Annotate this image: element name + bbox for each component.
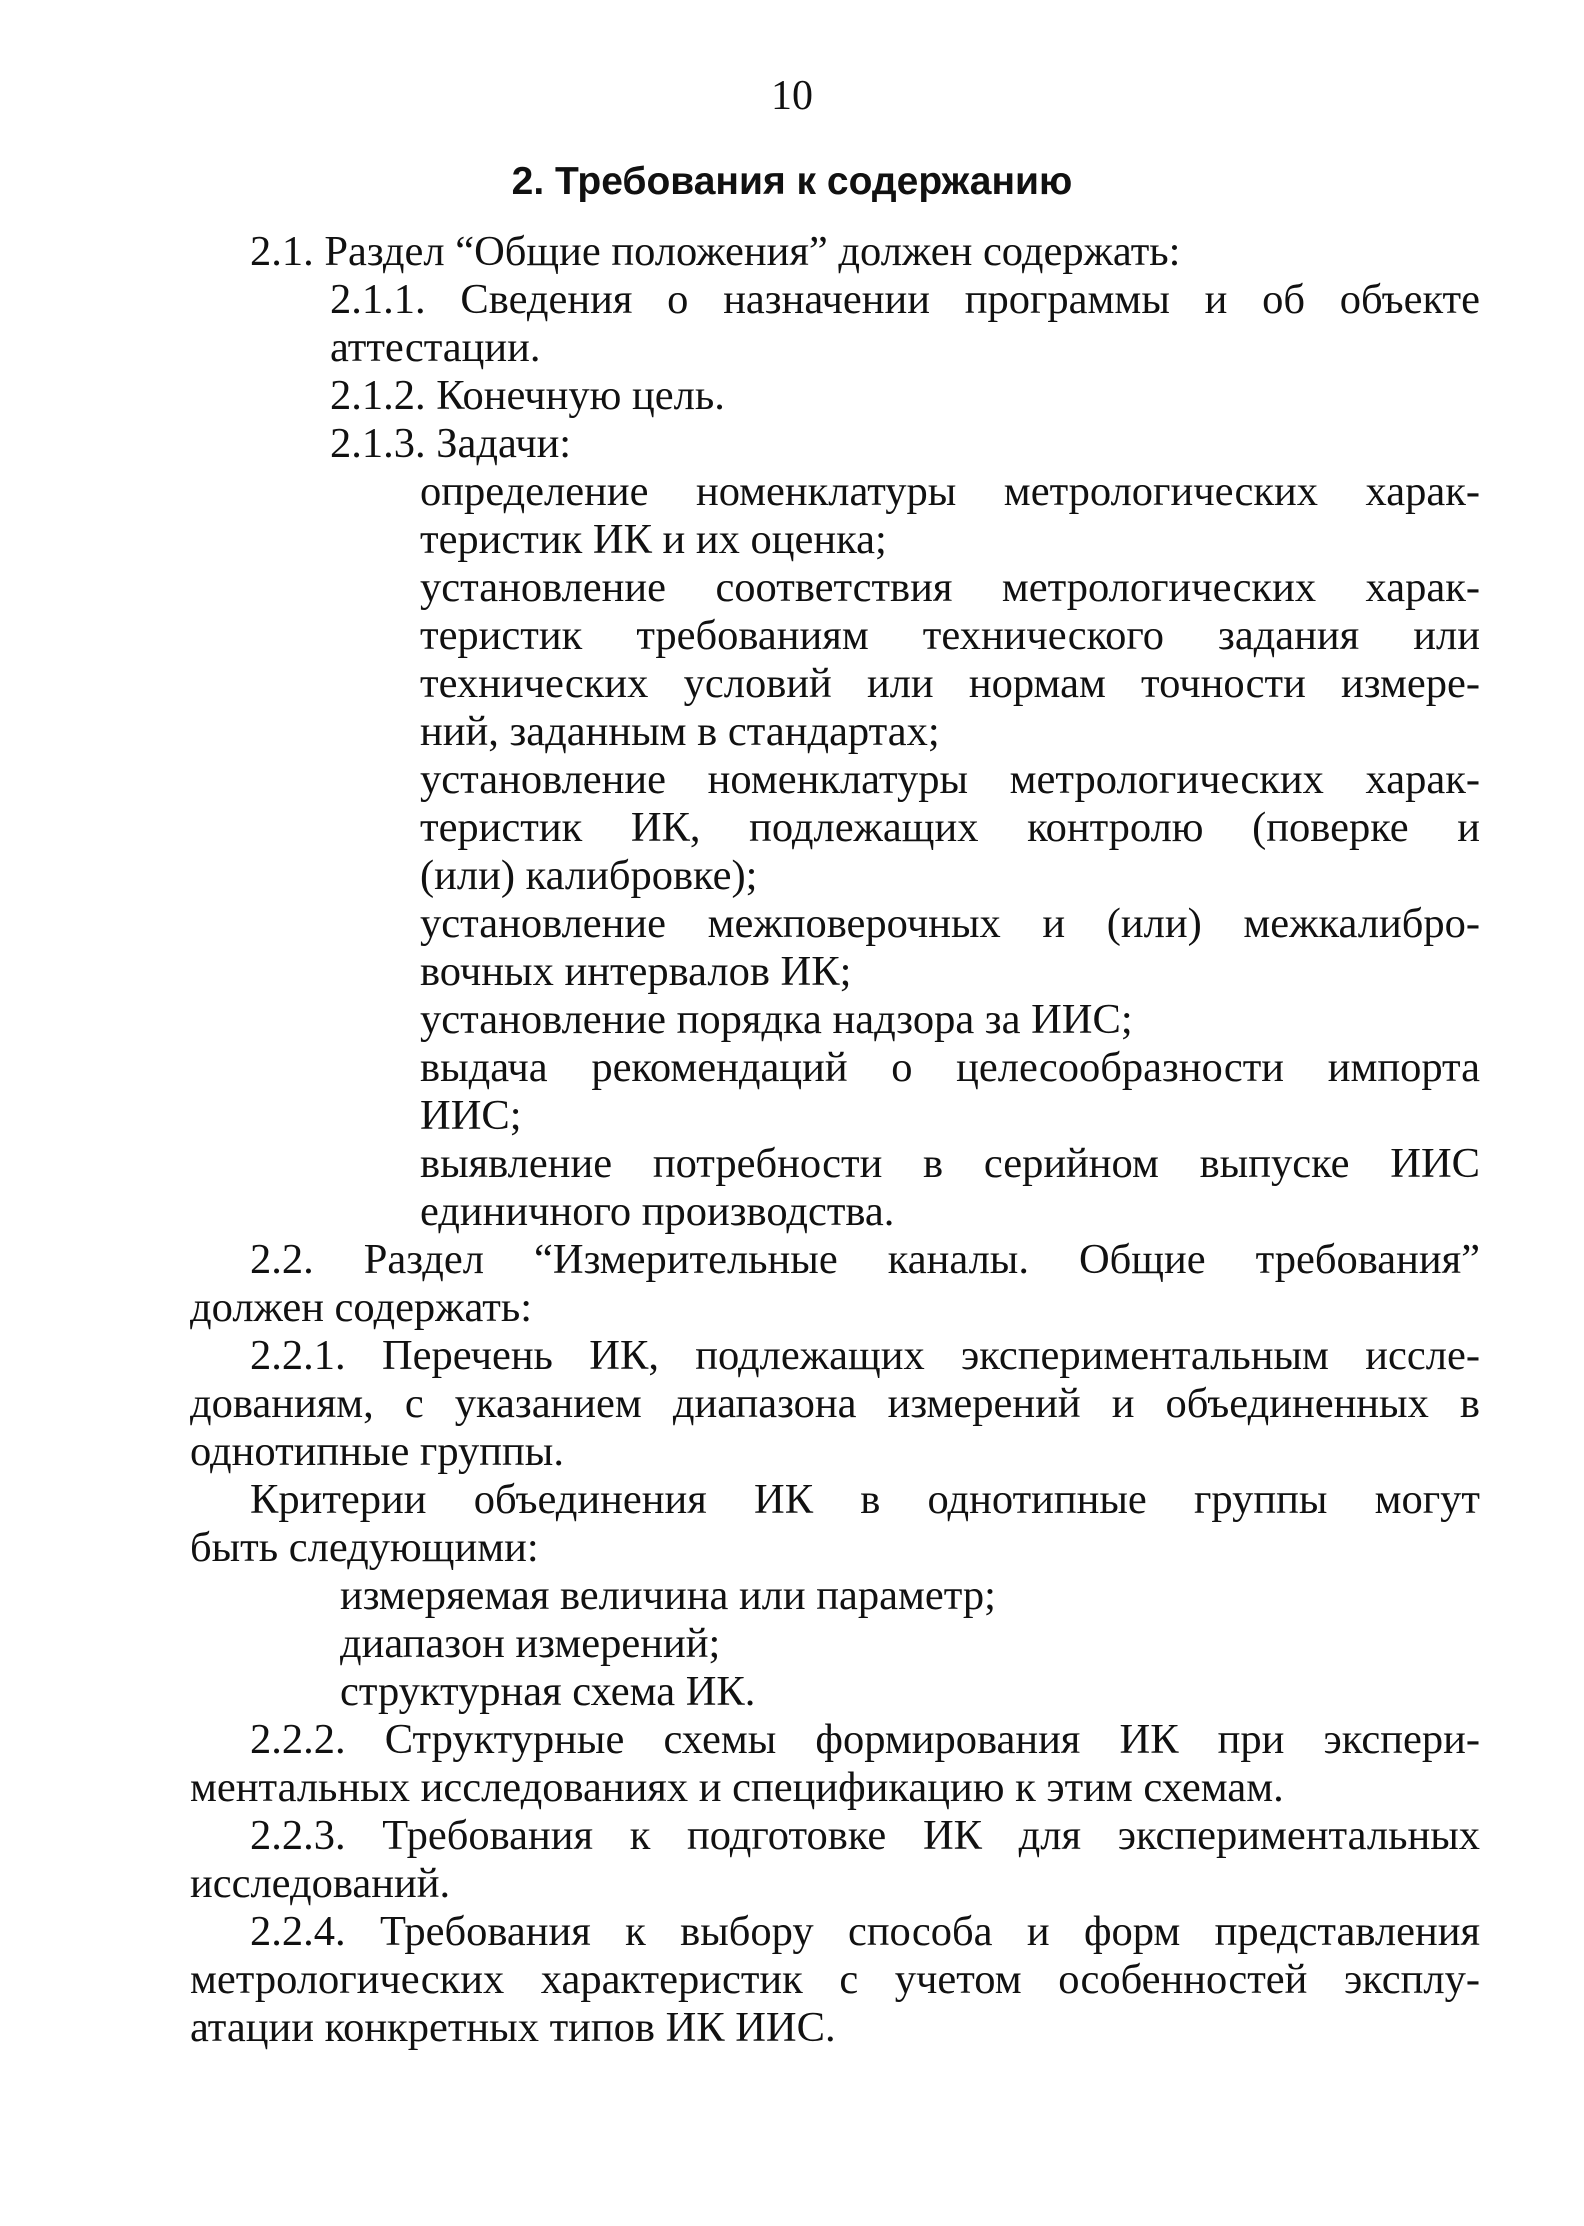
text-line: 2.1. Раздел “Общие положения” должен содержать:: [250, 228, 1181, 275]
text-line: 2.1.1. Сведения о назначении программы и об объекте: [330, 276, 1480, 323]
text-line: 2.1.3. Задачи:: [330, 420, 572, 467]
text-line: выявление потребности в серийном выпуске ИИС: [420, 1140, 1480, 1187]
text-line: теристик ИК и их оценка;: [420, 516, 887, 563]
text-line: вочных интервалов ИК;: [420, 948, 852, 995]
text-line: быть следующими:: [190, 1524, 539, 1571]
text-line: 2.1.2. Конечную цель.: [330, 372, 725, 419]
text-line: 2.2.3. Требования к подготовке ИК для экспериментальных: [250, 1812, 1480, 1859]
text-line: дованиям, с указанием диапазона измерений и объединенных в: [190, 1380, 1480, 1427]
text-line: должен содержать:: [190, 1284, 533, 1331]
text-line: 2.2.1. Перечень ИК, подлежащих экспериментальным иссле-: [250, 1332, 1480, 1379]
text-line: выдача рекомендаций о целесообразности импорта: [420, 1044, 1480, 1091]
section-title: 2. Требования к содержанию: [511, 160, 1073, 203]
text-line: атации конкретных типов ИК ИИС.: [190, 2004, 836, 2051]
text-line: Критерии объединения ИК в однотипные группы могут: [250, 1476, 1480, 1523]
text-line: 2.2.4. Требования к выбору способа и форм представления: [250, 1908, 1480, 1955]
text-line: определение номенклатуры метрологических харак-: [420, 468, 1480, 515]
text-line: установление соответствия метрологических харак-: [420, 564, 1480, 611]
text-line: 2.2.2. Структурные схемы формирования ИК при экспери-: [250, 1716, 1480, 1763]
text-line: однотипные группы.: [190, 1428, 564, 1475]
text-line: единичного производства.: [420, 1188, 895, 1235]
text-line: технических условий или нормам точности измере-: [420, 660, 1480, 707]
text-line: исследований.: [190, 1860, 451, 1907]
text-line: метрологических характеристик с учетом особенностей эксплу-: [190, 1956, 1480, 2003]
text-line: измеряемая величина или параметр;: [340, 1572, 996, 1619]
text-line: аттестации.: [330, 324, 541, 371]
text-line: установление межповерочных и (или) межкалибро-: [420, 900, 1480, 947]
text-line: теристик ИК, подлежащих контролю (поверке и: [420, 804, 1480, 851]
text-line: 2.2. Раздел “Измерительные каналы. Общие требования”: [250, 1236, 1480, 1283]
text-line: установление номенклатуры метрологических харак-: [420, 756, 1480, 803]
text-line: ментальных исследованиях и спецификацию к этим схемам.: [190, 1764, 1284, 1811]
text-line: (или) калибровке);: [420, 852, 758, 899]
text-line: ИИС;: [420, 1092, 522, 1139]
text-line: диапазон измерений;: [340, 1620, 721, 1667]
text-line: структурная схема ИК.: [340, 1668, 756, 1715]
body-text: [190, 228, 1480, 2052]
text-line: ний, заданным в стандартах;: [420, 708, 940, 755]
text-line: установление порядка надзора за ИИС;: [420, 996, 1133, 1043]
page-number: 10: [771, 73, 813, 119]
text-line: теристик требованиям технического задания или: [420, 612, 1480, 659]
